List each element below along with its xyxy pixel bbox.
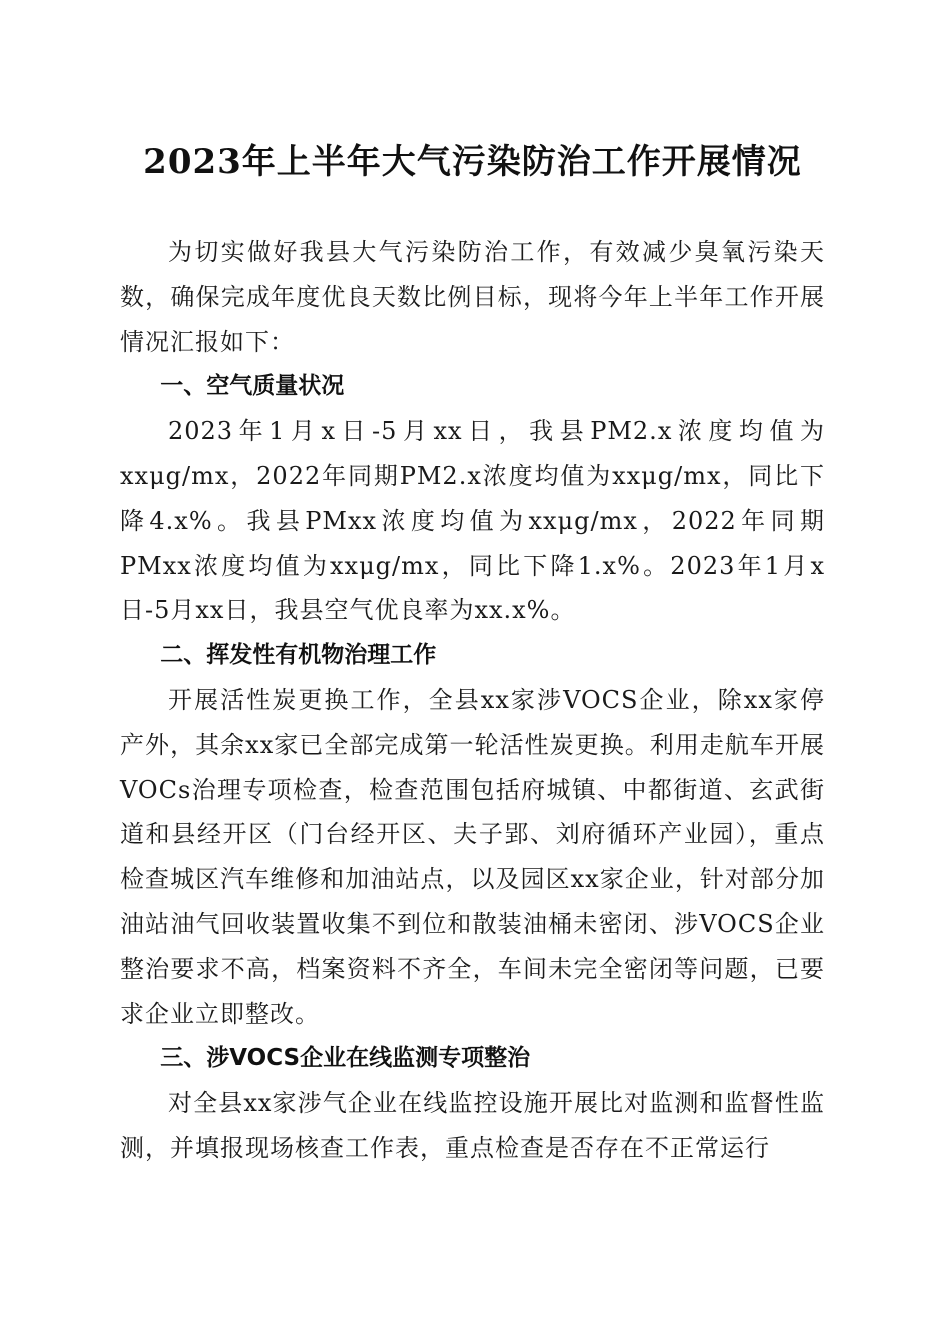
section-heading-voc-treatment: 二、挥发性有机物治理工作 — [160, 642, 437, 669]
section-heading-online-monitoring: 三、涉VOCS企业在线监测专项整治 — [160, 1045, 531, 1072]
document-title: 2023年上半年大气污染防治工作开展情况 — [143, 142, 802, 182]
section-paragraph-voc-treatment: 开展活性炭更换工作，全县xx家涉VOCS企业，除xx家停产外，其余xx家已全部完成第一轮活性炭更换。利用走航车开展VOCs治理专项检查，检查范围包括府城镇、中都街道、玄武街道和县经开区（门台经开区、夫子郢、刘府循环产业园），重点检查城区汽车维修和加油站点，以及园区xx家企业，针对部分加油站油气回收装置收集不到位和散装油桶未密闭、涉VOCS企业整治要求不高，档案资料不齐全，车间未完全密闭等问题，已要求企业立即整改。 — [120, 685, 825, 1028]
section-paragraph-online-monitoring: 对全县xx家涉气企业在线监控设施开展比对监测和监督性监测，并填报现场核查工作表，重点检查是否存在不正常运行 — [120, 1089, 825, 1162]
intro-paragraph: 为切实做好我县大气污染防治工作，有效减少臭氧污染天数，确保完成年度优良天数比例目标，现将今年上半年工作开展情况汇报如下： — [120, 238, 825, 356]
section-paragraph-air-quality: 2023年1月x日-5月xx日，我县PM2.x浓度均值为xxμg/mx，2022年同期PM2.x浓度均值为xxμg/mx，同比下降4.x%。我县PMxx浓度均值为xxμg/mx，2022年同期PMxx浓度均值为xxμg/mx，同比下降1.x%。2023年1月x日-5月xx日，我县空气优良率为xx.x%。 — [120, 417, 825, 625]
section-heading-air-quality: 一、空气质量状况 — [160, 373, 345, 400]
document-body — [120, 230, 825, 1171]
